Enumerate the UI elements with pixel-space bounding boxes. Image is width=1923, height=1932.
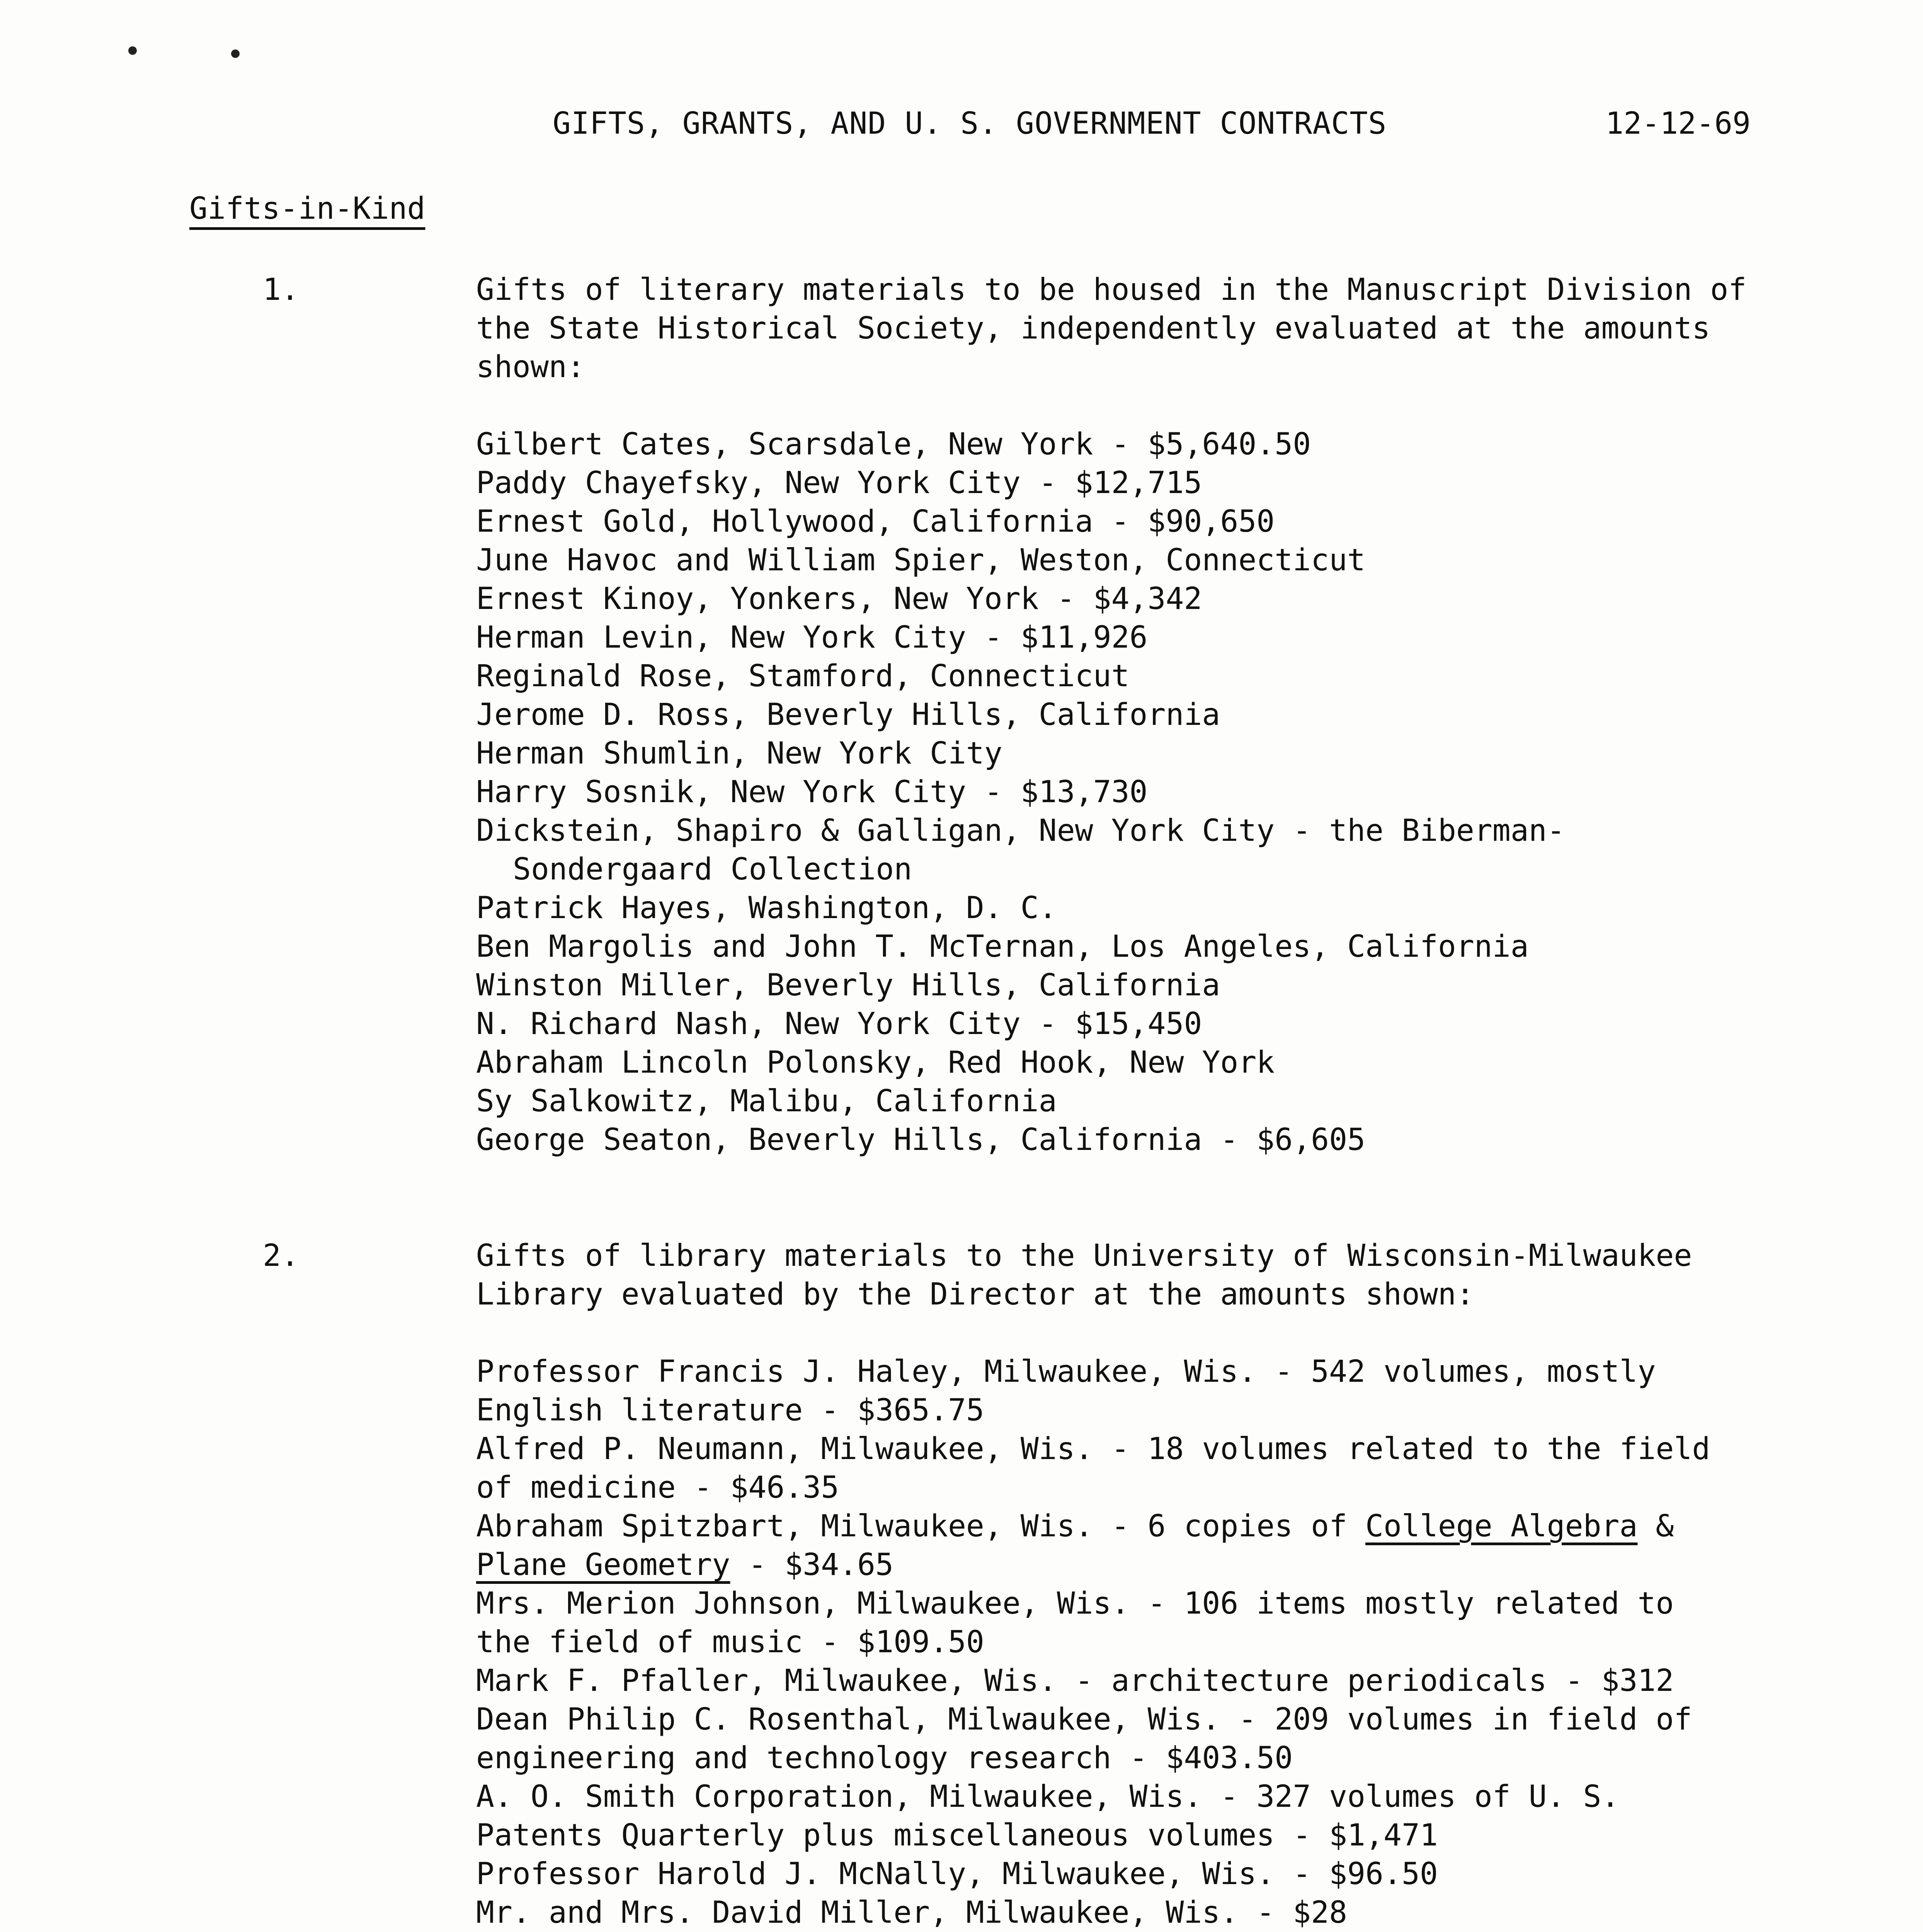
donor-entry: N. Richard Nash, New York City - $15,450 (476, 1007, 1202, 1041)
item-number: 2. (263, 1238, 299, 1273)
item-intro (476, 1236, 1782, 1314)
scan-speck (231, 49, 240, 58)
donor-entry: Abraham Lincoln Polonsky, Red Hook, New York (476, 1045, 1275, 1080)
donor-entry (476, 1700, 1782, 1777)
entry-line: Patents Quarterly plus miscellaneous volumes - $1,471 (476, 1818, 1438, 1853)
donor-entry (476, 1777, 1782, 1855)
donor-entry: George Seaton, Beverly Hills, California - $6,605 (476, 1122, 1366, 1157)
section-title: Gifts-in-Kind (189, 191, 425, 226)
donor-entry: Professor Harold J. McNally, Milwaukee, Wis. - $96.50 (476, 1857, 1438, 1891)
donor-entry (476, 1430, 1782, 1507)
entry-line: English literature - $365.75 (476, 1393, 984, 1428)
donor-entry: Mark F. Pfaller, Milwaukee, Wis. - architecture periodicals - $312 (476, 1663, 1674, 1698)
donor-entry: Harry Sosnik, New York City - $13,730 (476, 775, 1148, 810)
entry-line: of medicine - $46.35 (476, 1470, 839, 1505)
donor-entry: Winston Miller, Beverly Hills, California (476, 968, 1220, 1003)
donor-entry: Patrick Hayes, Washington, D. C. (476, 891, 1057, 925)
donor-entry (476, 1352, 1782, 1430)
intro-line: Library evaluated by the Director at the amounts shown: (476, 1277, 1474, 1312)
donor-entry: Ernest Gold, Hollywood, California - $90,650 (476, 504, 1275, 539)
book-title: Plane Geometry (476, 1548, 730, 1582)
donor-list (476, 1352, 1782, 1932)
header-title: GIFTS, GRANTS, AND U. S. GOVERNMENT CONTRACTS (553, 106, 1387, 141)
entry-line: Mrs. Merion Johnson, Milwaukee, Wis. - 106 items mostly related to (476, 1586, 1674, 1621)
book-title: College Algebra (1365, 1509, 1638, 1544)
donor-entry (476, 1584, 1782, 1662)
donor-entry: June Havoc and William Spier, Weston, Connecticut (476, 543, 1366, 578)
donor-entry: Gilbert Cates, Scarsdale, New York - $5,640.50 (476, 427, 1311, 462)
intro-line: amounts shown: (476, 311, 1710, 384)
header-date: 12-12-69 (1605, 106, 1751, 141)
donor-entry: Herman Shumlin, New York City (476, 736, 1002, 771)
donor-entry: Herman Levin, New York City - $11,926 (476, 620, 1148, 655)
donor-entry: Sy Salkowitz, Malibu, California (476, 1084, 1057, 1119)
donor-entry: Jerome D. Ross, Beverly Hills, California (476, 697, 1220, 732)
item-intro (476, 270, 1782, 386)
document-header (553, 104, 1751, 147)
donor-entry: Mr. and Mrs. David Miller, Milwaukee, Wis. - $28 (476, 1895, 1348, 1930)
donor-entry (476, 1507, 1782, 1584)
donor-list (476, 425, 1782, 1159)
entry-line: Sondergaard Collection (513, 852, 912, 887)
donor-entry: Ernest Kinoy, Yonkers, New York - $4,342 (476, 582, 1202, 616)
entry-line: Alfred P. Neumann, Milwaukee, Wis. - 18 volumes related to the field (476, 1432, 1710, 1466)
entry-text: & (1637, 1509, 1674, 1544)
item-2-block (476, 1236, 1782, 1932)
entry-line: Dickstein, Shapiro & Galligan, New York City - the Biberman- (476, 813, 1565, 848)
entry-text: Abraham Spitzbart, Milwaukee, Wis. - 6 copies of (476, 1509, 1366, 1544)
item-number: 1. (263, 272, 299, 307)
intro-line: Gifts of library materials to the University of Wisconsin-Milwaukee (476, 1238, 1692, 1273)
entry-line (476, 1546, 1782, 1584)
item-1-block (476, 270, 1782, 1159)
intro-line: Gifts of literary materials to be housed in the Manuscript Division (476, 272, 1692, 307)
donor-entry (476, 811, 1782, 889)
entry-line: Professor Francis J. Haley, Milwaukee, Wis. - 542 volumes, mostly (476, 1354, 1656, 1389)
entry-line: A. O. Smith Corporation, Milwaukee, Wis. - 327 volumes of U. S. (476, 1779, 1620, 1814)
donor-entry: Ben Margolis and John T. McTernan, Los Angeles, California (476, 929, 1529, 964)
entry-line: the field of music - $109.50 (476, 1625, 984, 1660)
entry-line: engineering and technology research - $403.50 (476, 1741, 1293, 1776)
donor-entry: Reginald Rose, Stamford, Connecticut (476, 659, 1130, 694)
entry-line: Dean Philip C. Rosenthal, Milwaukee, Wis. - 209 volumes in field of (476, 1702, 1692, 1737)
intro-line: of the State Historical Society, independently evaluated at the (476, 272, 1747, 346)
entry-line (476, 1507, 1782, 1546)
donor-entry: Paddy Chayefsky, New York City - $12,715 (476, 466, 1202, 500)
scan-speck (128, 46, 137, 55)
entry-text: - $34.65 (730, 1548, 894, 1582)
